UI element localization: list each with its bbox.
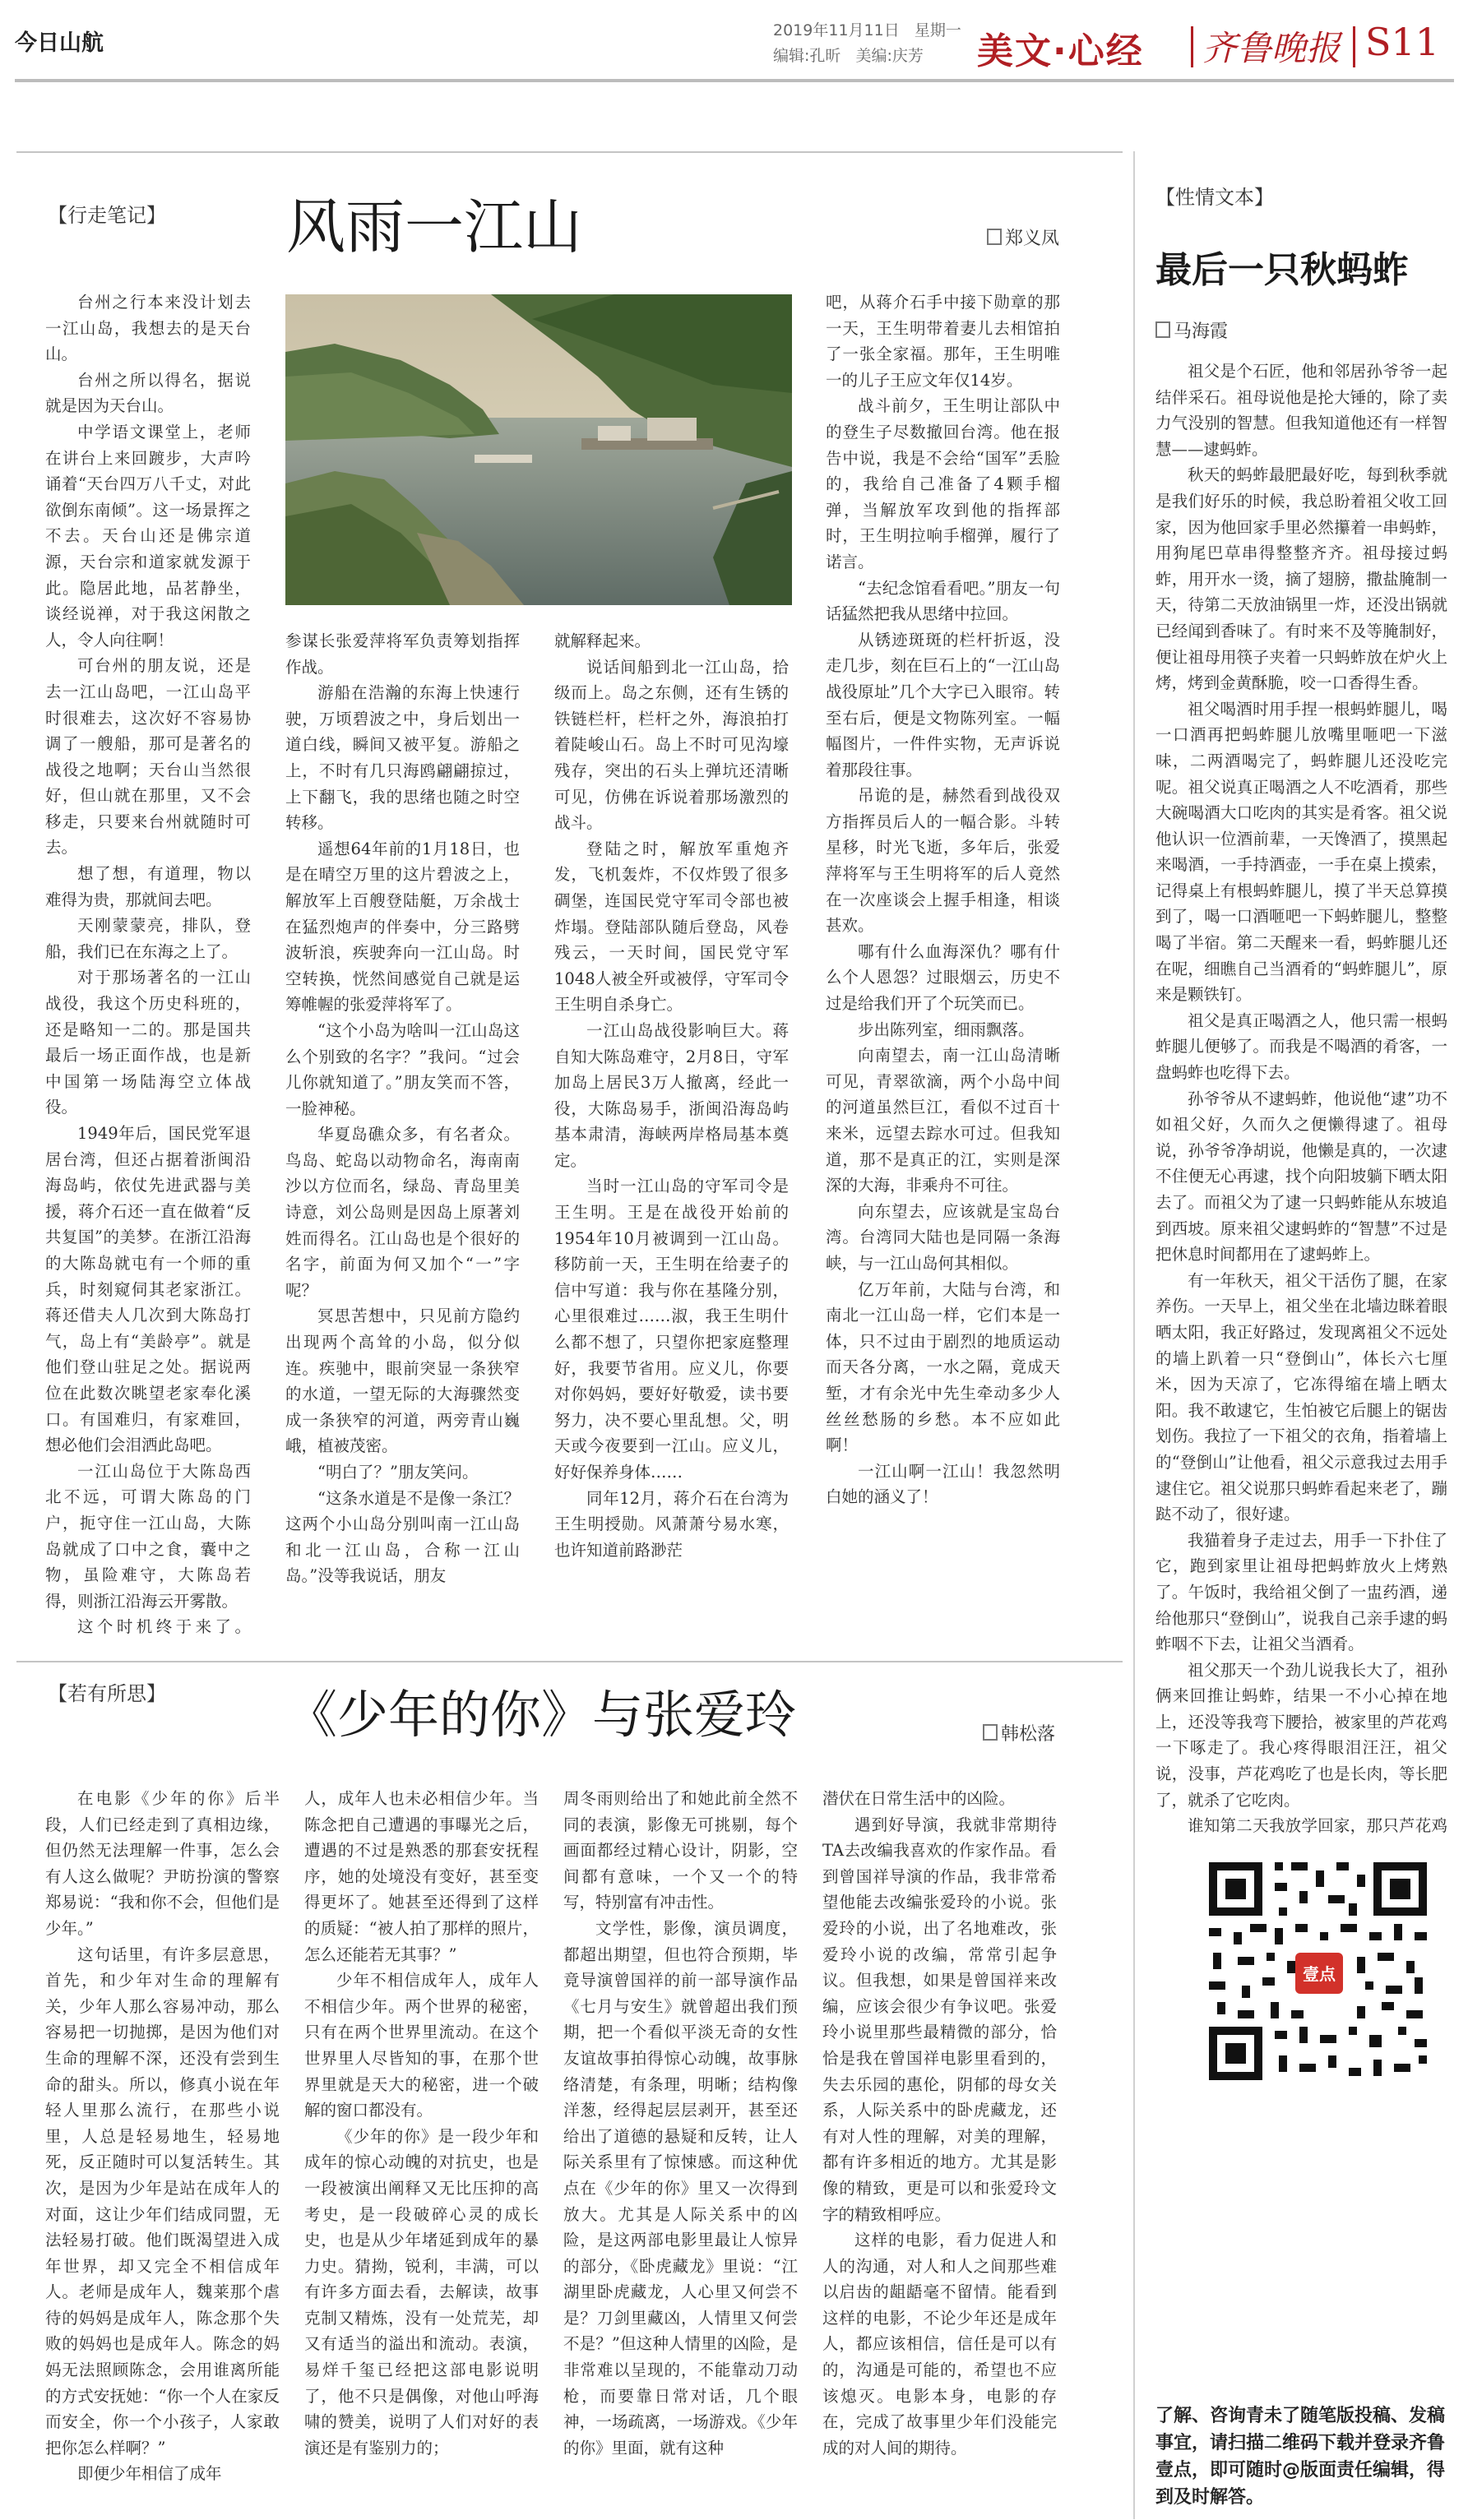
article-column: 潜伏在日常生活中的凶险。 遇到好导演，我就非常期待TA去改编我喜欢的作家作品。看到曾国祥导演的作品，我非常希望他能去改编张爱玲的小说。张爱玲的小说，出了名地难改，张爱玲小说的改编，常常引起争议。但我想，如果是曾国祥来改编，应该会很少有争议吧。张爱玲小说里那些最精微的部分，恰恰是我在曾国祥电影里看到的，失去乐园的惠伦，阴郁的母女关系，人际关系中的卧虎藏龙，还有对人性的理解，对美的理解，都有许多相近的地方。尤其是影像的精致，更是可以和张爱玲文字的精致相呼应。 这样的电影，看力促进人和人的沟通，对人和人之间那些难以启齿的龃龉毫不留情。能看到这样的电影，不论少年还是成年人，都应该相信，信任是可以有的，沟通是可能的，希望也不应该熄灭。电影本身，电影的存在，完成了故事里少年们没能完成的对人间的期待。	[822, 1789, 1057, 2458]
column-label: 【性情文本】	[1155, 186, 1274, 209]
section-rule	[16, 1661, 1123, 1662]
issue-date: 2019年11月11日	[773, 21, 900, 39]
qr-instruction: 了解、咨询青未了随笔版投稿、发稿事宜，请扫描二维码下载并登录齐鲁壹点，即可随时@版面责任编辑，得到及时解答。	[1155, 2406, 1446, 2508]
masthead-rule	[15, 79, 1454, 82]
designer-credit: 美编:庆芳	[855, 47, 924, 65]
article-byline: 韩松落	[983, 1720, 1055, 1746]
article-column: 在电影《少年的你》后半段，人们已经走到了真相边缘，但仍然无法理解一件事，怎么会有人这么做呢？尹昉扮演的警察郑易说：“我和你不会，但他们是少年。” 这句话里，有许多层意思，首先，和少年对生命的理解有关，少年人那么容易冲动，那么容易把一切抛掷，是因为他们对生命的理解不深，还没有尝到生命的甜头。所以，修真小说在年轻人里那么流行，在那些小说里，人总是轻易地生，轻易地死，反正随时可以复活转生。其次，是因为少年是站在成年人的对面，这让少年们结成同盟，无法轻易打破。他们既渴望进入成年世界，却又完全不相信成年人。老师是成年人，魏莱那个虐待的妈妈是成年人，陈念那个失败的妈妈也是成年人。陈念的妈妈无法照顾陈念，会用谁离所能的方式安抚她：“你一个人在家反而安全，你一个小孩子，人家敢把你怎么样啊？” 即便少年相信了成年	[45, 1789, 280, 2484]
article-title: 风雨一江山	[286, 192, 583, 261]
masthead-divider	[1353, 26, 1355, 67]
masthead-divider	[1191, 26, 1193, 67]
paper-logo: 齐鲁晚报	[1202, 28, 1341, 68]
article-column: 台州之行本来没计划去一江山岛，我想去的是天台山。 台州之所以得名，据说就是因为天台山。 中学语文课堂上，老师在讲台上来回踱步，大声吟诵着“天台四万八千丈，对此欲倒东南倾”。这一场景挥之不去。天台山还是佛宗道源，天台宗和道家就发源于此。隐居此地，品茗静坐，谈经说禅，对于我这闲散之人，令人向往啊！ 可台州的朋友说，还是去一江山岛吧，一江山岛平时很难去，这次好不容易协调了一艘船，那可是著名的战役之地啊；天台山当然很好，但山就在那里，又不会移走，只要来台州就随时可去。 想了想，有道理，物以难得为贵，那就间去吧。 天刚蒙蒙亮，排队，登船，我们已在东海之上了。 对于那场著名的一江山战役，我这个历史科班的，还是略知一二的。那是国共最后一场正面作战，也是新中国第一场陆海空立体战役。 1949年后，国民党军退居台湾，但还占据着浙闽沿海岛屿，依仗先进武器与美援，蒋介石还一直在做着“反共复国”的美梦。在浙江沿海的大陈岛就屯有一个师的重兵，时刻窥伺其老家浙江。蒋还借夫人几次到大陈岛打气，岛上有“美龄亭”。就是他们登山驻足之处。据说两位在此数次眺望老家奉化溪口。有国难归，有家难回，想必他们会泪洒此岛吧。 一江山岛位于大陈岛西北不远，可谓大陈岛的门户，扼守住一江山岛，大陈岛就成了口中之食，囊中之物，虽险难守，大陈岛若得，则浙江沿海云开雾散。 这个时机终于来了。	[45, 293, 251, 1637]
page-number: S11	[1365, 20, 1440, 64]
column-divider	[1133, 151, 1135, 2519]
article-byline: 马海霞	[1155, 317, 1228, 343]
issue-weekday: 星期一	[914, 21, 961, 39]
section-title: 美文·心经	[977, 30, 1144, 72]
column-label: 【行走笔记】	[48, 204, 166, 227]
qr-code[interactable]	[1205, 1858, 1431, 2084]
article-title: 《少年的你》与张爱玲	[286, 1685, 797, 1745]
article-column: 人，成年人也未必相信少年。当陈念把自己遭遇的事曝光之后，遭遇的不过是熟悉的那套安抚程序，她的处境没有变好，甚至变得更坏了。她甚至还得到了这样的质疑：“被人拍了那样的照片，怎么还能若无其事？” 少年不相信成年人，成年人不相信少年。两个世界的秘密，只有在两个世界里流动。在这个世界里人尽皆知的事，在那个世界里就是天大的秘密，进一个破解的窗口都没有。 《少年的你》是一段少年和成年的惊心动魄的对抗史，也是一段被演出阐释又无比压抑的高考史，是一段破碎心灵的成长史，也是从少年堵延到成年的暴力史。猜拗，锐利，丰满，可以有许多方面去看，去解读，故事克制又精炼，没有一处荒芜，却又有适当的溢出和流动。表演，易烊千玺已经把这部电影说明了，他不只是偶像，对他山呼海啸的赞美，说明了人们对好的表演还是有鉴别力的；	[304, 1789, 539, 2458]
brand-label: 今日山航	[15, 30, 104, 56]
column-label: 【若有所思】	[48, 1682, 166, 1705]
editor-credit: 编辑:孔昕	[773, 47, 841, 65]
qr-logo-label: 壹点	[1303, 1964, 1336, 1984]
issue-meta	[773, 18, 961, 69]
island-photo	[285, 294, 792, 605]
article-byline: 郑义凤	[987, 224, 1059, 250]
article-title: 最后一只秋蚂蚱	[1155, 249, 1409, 291]
masthead	[0, 0, 1468, 97]
article-column: 周冬雨则给出了和她此前全然不同的表演，影像无可挑剔，每个画面都经过精心设计，阴影，空间都有意味，一个又一个的特写，特别富有冲击性。 文学性，影像，演员调度，都超出期望，但也符合预期，毕竟导演曾国祥的前一部导演作品《七月与安生》就曾超出我们预期，把一个看似平淡无奇的女性友谊故事拍得惊心动魄，故事脉络清楚，有条理，明晰；结构像洋葱，经得起层层剥开，甚至还给出了道德的悬疑和反转，让人际关系里有了惊悚感。而这种优点在《少年的你》里又一次得到放大。尤其是人际关系中的凶险，是这两部电影里最让人惊异的部分，《卧虎藏龙》里说：“江湖里卧虎藏龙，人心里又何尝不是？刀剑里藏凶，人情里又何尝不是？”但这种人情里的凶险，是非常难以呈现的，不能靠动刀动枪，而要靠日常对话，几个眼神，一场疏离，一场游戏。《少年的你》里面，就有这种	[563, 1789, 798, 2458]
article-column: 就解释起来。 说话间船到北一江山岛，拾级而上。岛之东侧，还有生锈的铁链栏杆，栏杆之外，海浪拍打着陡峻山石。岛上不时可见沟壕残存，突出的石头上弹坑还清晰可见，仿佛在诉说着那场激烈的战斗。 登陆之时，解放军重炮齐发，飞机轰炸，不仅炸毁了很多碉堡，连国民党守军司令部也被炸塌。登陆部队随后登岛，风卷残云，一天时间，国民党守军1048人被全歼或被俘，守军司令王生明自杀身亡。 一江山岛战役影响巨大。蒋自知大陈岛难守，2月8日，守军加岛上居民3万人撤离，经此一役，大陈岛易手，浙闽沿海岛屿基本肃清，海峡两岸格局基本奠定。 当时一江山岛的守军司令是王生明。王是在战役开始前的1954年10月被调到一江山岛。移防前一天，王生明在给妻子的信中写道：我与你在基隆分别，心里很难过……淑，我王生明什么都不想了，只望你把家庭整理好，我要节省用。应义儿，你要对你妈妈，要好好敬爱，读书要努力，决不要心里乱想。父，明天或今夜要到一江山。应义儿，好好保养身体…… 同年12月，蒋介石在台湾为王生明授勋。风萧萧兮易水寒，也许知道前路渺茫	[554, 631, 789, 1560]
article-column: 祖父是个石匠，他和邻居孙爷爷一起结伴采石。祖母说他是抡大锤的，除了卖力气没别的智慧。但我知道他还有一样智慧——逮蚂蚱。 秋天的蚂蚱最肥最好吃，每到秋季就是我们好乐的时候，我总盼着祖父收工回家，因为他回家手里必然攥着一串蚂蚱，用狗尾巴草串得整整齐齐。祖母接过蚂蚱，用开水一烫，摘了翅膀，撒盐腌制一天，待第二天放油锅里一炸，还没出锅就已经闻到香味了。有时来不及等腌制好，便让祖母用筷子夹着一只蚂蚱放在炉火上烤，烤到金黄酥脆，咬一口香得生香。 祖父喝酒时用手捏一根蚂蚱腿儿，喝一口酒再把蚂蚱腿儿放嘴里咂吧一下滋味，二两酒喝完了，蚂蚱腿儿还没吃完呢。祖父说真正喝酒之人不吃酒肴，那些大碗喝酒大口吃肉的其实是肴客。祖父说他认识一位酒前辈，一天馋酒了，摸黑起来喝酒，一手持酒壶，一手在桌上摸索，记得桌上有根蚂蚱腿儿，摸了半天总算摸到了，喝一口酒咂吧一下蚂蚱腿儿，整整喝了半宿。第二天醒来一看，蚂蚱腿儿还在呢，细瞧自己当酒肴的“蚂蚱腿儿”，原来是颗铁钉。 祖父是真正喝酒之人，他只需一根蚂蚱腿儿便够了。而我是不喝酒的肴客，一盘蚂蚱也吃得下去。 孙爷爷从不逮蚂蚱，他说他“逮”功不如祖父好，久而久之便懒得逮了。祖母说，孙爷爷净胡说，他懒是真的，一次逮不住便无心再逮，找个向阳坡躺下晒太阳去了。而祖父为了逮一只蚂蚱能从东坡追到西坡。原来祖父逮蚂蚱的“智慧”不过是把休息时间都用在了逮蚂蚱上。 有一年秋天，祖父干活伤了腿，在家养伤。一天早上，祖父坐在北墙边眯着眼晒太阳，我正好路过，发现离祖父不远处的墙上趴着一只“登倒山”，体长六七厘米，因为天凉了，它冻得缩在墙上晒太阳。我不敢逮它，生怕被它后腿上的锯齿划伤。我拉了一下祖父的衣角，指着墙上的“登倒山”让他看，祖父示意我过去用手逮住它。祖父说那只蚂蚱看起来老了，蹦跶不动了，很好逮。 我猫着身子走过去，用手一下扑住了它，跑到家里让祖母把蚂蚱放火上烤熟了。午饭时，我给祖父倒了一盅药酒，递给他那只“登倒山”，说我自己亲手逮的蚂蚱咽不下去，让祖父当酒肴。 祖父那天一个劲儿说我长大了，祖孙俩来回推让蚂蚱，结果一不小心掉在地上，还没等我弯下腰拾，被家里的芦花鸡一下啄走了。我心疼得眼泪汪汪，祖父说，没事，芦花鸡吃了也是长肉，等长肥了，就杀了它吃肉。 谁知第二天我放学回家，那只芦花鸡	[1155, 362, 1447, 1836]
article-column: 参谋长张爱萍将军负责筹划指挥作战。 游船在浩瀚的东海上快速行驶，万顷碧波之中，身后划出一道白线，瞬间又被平复。游船之上，不时有几只海鸥翩翩掠过，上下翻飞，我的思绪也随之时空转移。 遥想64年前的1月18日，也是在晴空万里的这片碧波之上，解放军上百艘登陆艇，万余战士在猛烈炮声的伴奏中，分三路劈波斩浪，疾驶奔向一江山岛。时空转换，恍然间感觉自己就是运筹帷幄的张爱萍将军了。 “这个小岛为啥叫一江山岛这么个别致的名字？”我问。“过会儿你就知道了。”朋友笑而不答，一脸神秘。 华夏岛礁众多，有名者众。鸟岛、蛇岛以动物命名，海南南沙以方位而名，绿岛、青岛里美诗意，刘公岛则是因岛上原著刘姓而得名。江山岛也是个很好的名字，前面为何又加个“一”字呢？ 冥思苦想中，只见前方隐约出现两个高耸的小岛，似分似连。疾驰中，眼前突显一条狭窄的水道，一望无际的大海骤然变成一条狭窄的河道，两旁青山巍峨，植被茂密。 “明白了？”朋友笑问。 “这条水道是不是像一条江？这两个小山岛分别叫南一江山岛和北一江山岛，合称一江山岛。”没等我说话，朋友	[285, 631, 520, 1586]
top-rule	[16, 151, 1123, 153]
article-column: 吧，从蒋介石手中接下勋章的那一天，王生明带着妻儿去相馆拍了一张全家福。那年，王生明唯一的儿子王应文年仅14岁。 战斗前夕，王生明让部队中的登生子尽数撤回台湾。他在报告中说，我是不会给“国军”丢脸的，我给自己准备了4颗手榴弹，当解放军攻到他的指挥部时，王生明拉响手榴弹，履行了诺言。 “去纪念馆看看吧。”朋友一句话猛然把我从思绪中拉回。 从锈迹斑斑的栏杆折返，没走几步，刻在巨石上的“一江山岛战役原址”几个大字已入眼帘。转至右后，便是文物陈列室。一幅幅图片，一件件实物，无声诉说着那段往事。 吊诡的是，赫然看到战役双方指挥员后人的一幅合影。斗转星移，时光飞逝，多年后，张爱萍将军与王生明将军的后人竟然在一次座谈会上握手相逢，相谈甚欢。 哪有什么血海深仇？哪有什么个人恩怨？过眼烟云，历史不过是给我们开了个玩笑而已。 步出陈列室，细雨飘落。 向南望去，南一江山岛清晰可见，青翠欲滴，两个小岛中间的河道虽然巨江，看似不过百十来米，远望去踪水可过。但我知道，那不是真正的江，实则是深深的大海，非乘舟不可往。 向东望去，应该就是宝岛台湾。台湾同大陆也是同隔一条海峡，与一江山岛何其相似。 亿万年前，大陆与台湾，和南北一江山岛一样，它们本是一体，只不过由于剧烈的地质运动而天各分离，一水之隔，竟成天堑，才有余光中先生牵动多少人丝丝愁肠的乡愁。本不应如此啊！ 一江山啊一江山！我忽然明白她的涵义了！	[826, 293, 1060, 1507]
